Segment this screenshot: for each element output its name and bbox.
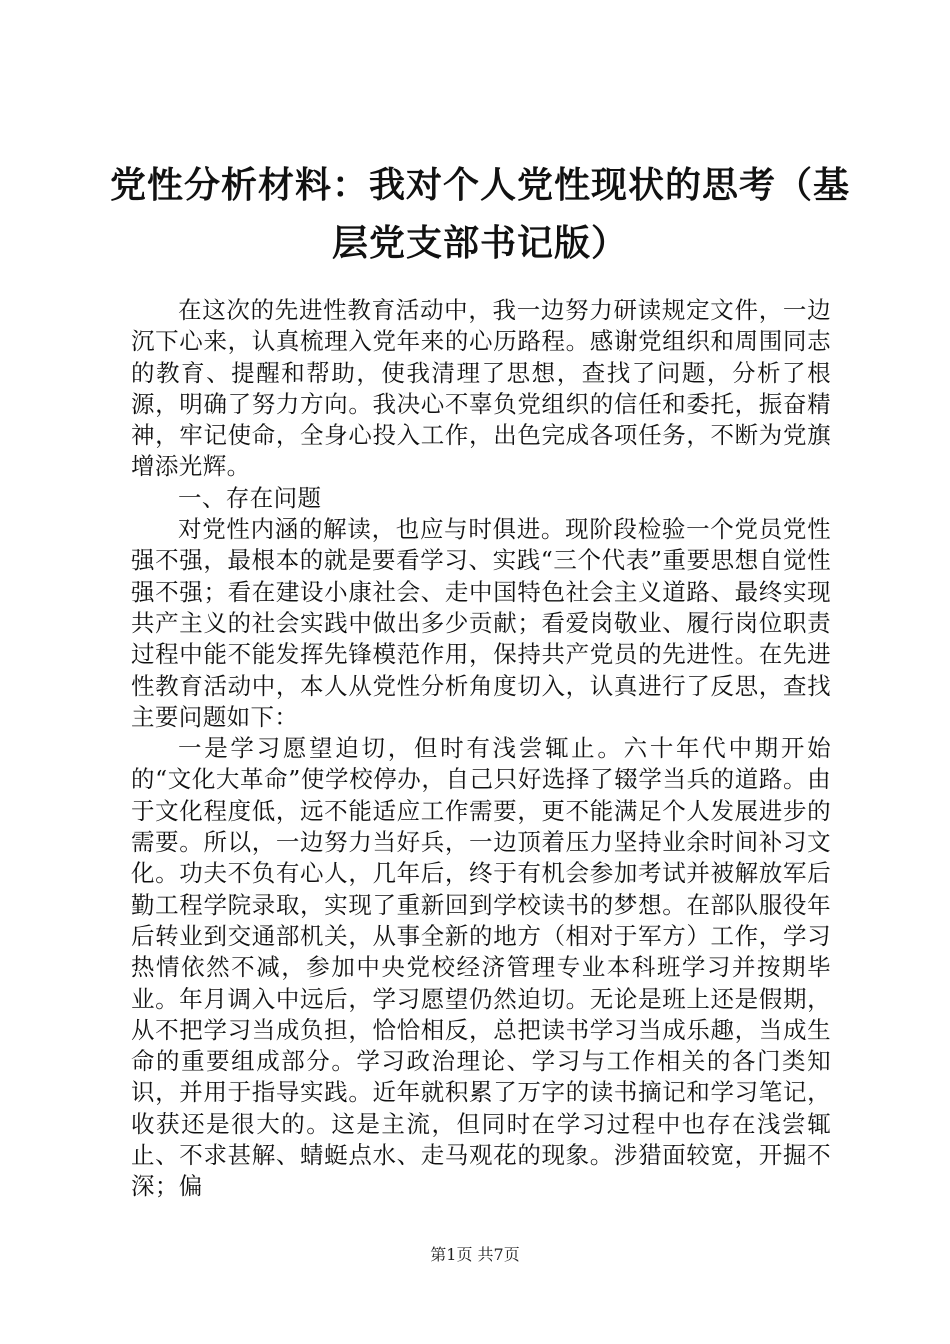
body-paragraph: 对党性内涵的解读，也应与时俱进。现阶段检验一个党员党性强不强，最根本的就是要看学习、实践“三个代表”重要思想自觉性强不强；看在建设小康社会、走中国特色社会主义道路、最终实现共产主义的社会实践中做出多少贡献；看爱岗敬业、履行岗位职责过程中能不能发挥先锋模范作用，保持共产党员的先进性。在先进性教育活动中，本人从党性分析角度切入，认真进行了反思，查找主要问题如下： [131,515,831,731]
intro-paragraph: 在这次的先进性教育活动中，我一边努力研读规定文件，一边沉下心来，认真梳理入党年来的心历路程。感谢党组织和周围同志的教育、提醒和帮助，使我清理了思想，查找了问题，分析了根源，明确了努力方向。我决心不辜负党组织的信任和委托，振奋精神，牢记使命，全身心投入工作，出色完成各项任务，不断为党旗增添光辉。 [131,296,831,481]
section-heading: 一、存在问题 [178,483,322,512]
body-paragraph: 一是学习愿望迫切，但时有浅尝辄止。六十年代中期开始的“文化大革命”使学校停办，自己只好选择了辍学当兵的道路。由于文化程度低，远不能适应工作需要，更不能满足个人发展进步的需要。所以，一边努力当好兵，一边顶着压力坚持业余时间补习文化。功夫不负有心人，几年后，终于有机会参加考试并被解放军后勤工程学院录取，实现了重新回到学校读书的梦想。在部队服役年后转业到交通部机关，从事全新的地方（相对于军方）工作，学习热情依然不减，参加中央党校经济管理专业本科班学习并按期毕业。年月调入中远后，学习愿望仍然迫切。无论是班上还是假期，从不把学习当成负担，恰恰相反，总把读书学习当成乐趣，当成生命的重要组成部分。学习政治理论、学习与工作相关的各门类知识，并用于指导实践。近年就积累了万字的读书摘记和学习笔记，收获还是很大的。这是主流，但同时在学习过程中也存在浅尝辄止、不求甚解、蜻蜓点水、走马观花的现象。涉猎面较宽，开掘不深；偏 [131,734,831,1201]
page-number-footer: 第1页 共7页 [430,1245,520,1264]
document-title: 党性分析材料：我对个人党性现状的思考（基层党支部书记版） [110,164,851,264]
document-body [131,295,831,1203]
